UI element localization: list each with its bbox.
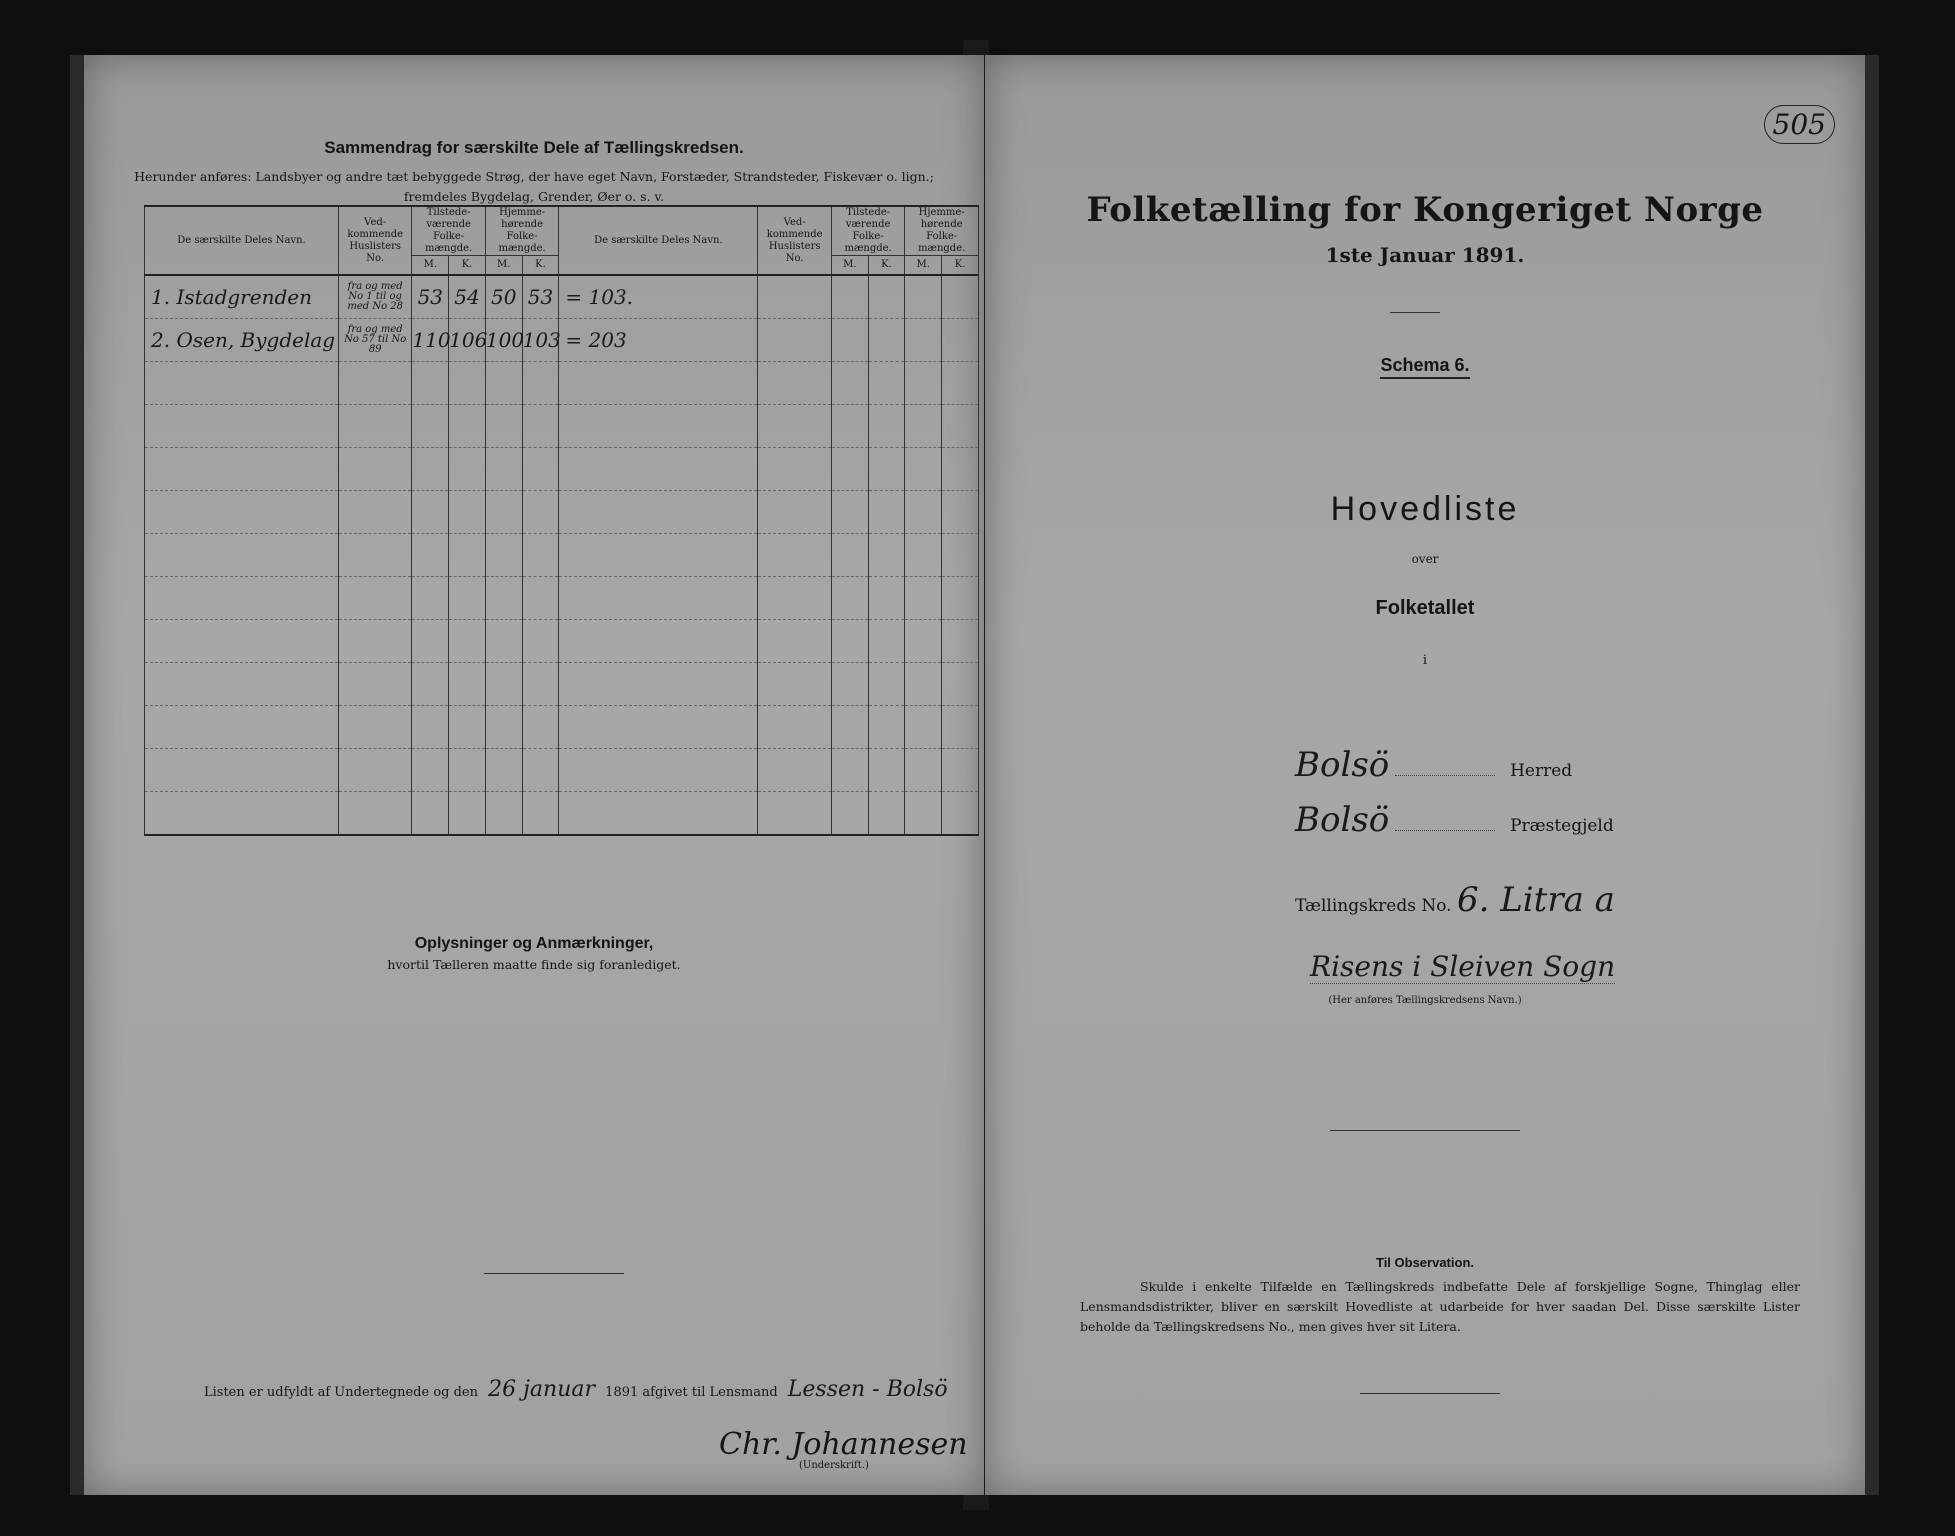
- divider: [1360, 1393, 1500, 1394]
- i-label: i: [1422, 653, 1428, 668]
- observation-title: Til Observation.: [1375, 1255, 1474, 1270]
- header-hjemme: Hjemme-hørende Folke-mængde.: [485, 206, 558, 256]
- footer-text-1: Listen er udfyldt af Undertegnede og den: [204, 1385, 478, 1400]
- table-row-empty: [145, 663, 979, 706]
- row-hjemme-k: 103: [522, 319, 559, 362]
- table-row-empty: [145, 620, 979, 663]
- summary-subtitle-line1: Herunder anføres: Landsbyer og andre tæt bebyggede Strøg, der have eget Navn, Forstæder, Strandsteder, Fiskevær o. lign.;: [134, 169, 934, 184]
- divider: [484, 1273, 624, 1274]
- kreds-name-caption: (Her anføres Tællingskredsens Navn.): [1328, 995, 1522, 1006]
- divider: [1330, 1130, 1520, 1131]
- main-heading: Hovedliste: [1330, 490, 1520, 528]
- summary-subtitle-line2: fremdeles Bygdelag, Grender, Øer o. s. v.: [403, 189, 665, 204]
- folio-number: 505: [1764, 105, 1835, 144]
- row-total: = 203: [559, 319, 758, 362]
- table-row-empty: [145, 792, 979, 836]
- header-m: M.: [412, 256, 449, 276]
- row-tilstede-k: 54: [449, 275, 486, 319]
- herred-row: [1295, 745, 1572, 785]
- observation-text: Skulde i enkelte Tilfælde en Tællingskreds indbefatte Dele af forskjellige Sogne, Thinglag eller Lensmandsdistrikter, bliver en særskilt Hovedliste at udarbeide for hver saadan Del. Disse særskilte Lister beholde da Tællingskredsens No., men gives hver sit Litera.: [1080, 1279, 1800, 1334]
- table-row-empty: [145, 706, 979, 749]
- row-name: 2. Osen, Bygdelag: [145, 319, 339, 362]
- prestegjeld-row: [1295, 800, 1614, 840]
- table-row-empty: [145, 362, 979, 405]
- herred-value: Bolsö: [1295, 745, 1390, 785]
- signature: Chr. Johannesen: [719, 1427, 968, 1462]
- left-page: [70, 55, 984, 1495]
- census-date: 1ste Januar 1891.: [1325, 243, 1525, 267]
- row-tilstede-m: 110: [412, 319, 449, 362]
- header-name-2: De særskilte Deles Navn.: [559, 206, 758, 275]
- header-k: K.: [942, 256, 979, 276]
- row-hjemme-k: 53: [522, 275, 559, 319]
- herred-label: Herred: [1510, 761, 1573, 781]
- header-name: De særskilte Deles Navn.: [145, 206, 339, 275]
- header-k: K.: [449, 256, 486, 276]
- prestegjeld-value: Bolsö: [1295, 800, 1390, 840]
- header-tilstede-2: Tilstede-værende Folke-mængde.: [831, 206, 904, 256]
- footer-lensmand: Lessen - Bolsö: [787, 1377, 948, 1402]
- header-k: K.: [522, 256, 559, 276]
- row-total: = 103.: [559, 275, 758, 319]
- header-huslister: Ved-kommende Huslisters No.: [338, 206, 411, 275]
- header-hjemme-2: Hjemme-hørende Folke-mængde.: [905, 206, 979, 256]
- row-tilstede-k: 106: [449, 319, 486, 362]
- table-row: [145, 319, 979, 362]
- table-row-empty: [145, 534, 979, 577]
- row-hjemme-m: 50: [485, 275, 522, 319]
- kreds-row: [1295, 880, 1615, 920]
- kreds-name-value: Risens i Sleiven Sogn: [1310, 950, 1616, 983]
- kreds-label: Tællingskreds No.: [1295, 896, 1452, 916]
- folketallet-heading: Folketallet: [1375, 597, 1475, 619]
- summary-subtitle: [104, 167, 964, 207]
- row-hjemme-m: 100: [485, 319, 522, 362]
- row-name: 1. Istadgrenden: [145, 275, 339, 319]
- remarks-title: Oplysninger og Anmærkninger,: [414, 935, 654, 952]
- kreds-name-row: [1310, 950, 1615, 984]
- divider: [1390, 312, 1440, 313]
- header-m: M.: [905, 256, 942, 276]
- header-m: M.: [485, 256, 522, 276]
- footer-date: 26 januar: [488, 1377, 596, 1402]
- signature-caption: (Underskrift.): [799, 1460, 869, 1471]
- remarks-subtitle: hvortil Tælleren maatte finde sig foranlediget.: [387, 957, 681, 972]
- header-m: M.: [831, 256, 868, 276]
- kreds-value: 6. Litra a: [1456, 880, 1615, 920]
- row-tilstede-m: 53: [412, 275, 449, 319]
- over-label: over: [1411, 552, 1439, 566]
- footer-text-2: 1891 afgivet til Lensmand: [605, 1385, 778, 1400]
- table-row-empty: [145, 491, 979, 534]
- schema-label: Schema 6.: [985, 355, 1865, 376]
- right-page: [985, 55, 1879, 1495]
- row-huslister: fra og med No 57 til No 89: [338, 319, 411, 362]
- table-row-empty: [145, 749, 979, 792]
- table-row-empty: [145, 448, 979, 491]
- table-row-empty: [145, 577, 979, 620]
- table-row-empty: [145, 405, 979, 448]
- main-title: Folketælling for Kongeriget Norge: [1086, 190, 1764, 230]
- table-row: [145, 275, 979, 319]
- row-huslister: fra og med No 1 til og med No 28: [338, 275, 411, 319]
- summary-title: Sammendrag for særskilte Dele af Tællingskredsen.: [324, 138, 744, 157]
- summary-table: [144, 205, 979, 836]
- header-k: K.: [868, 256, 905, 276]
- footer-line: [204, 1377, 954, 1402]
- prestegjeld-label: Præstegjeld: [1510, 816, 1614, 836]
- header-huslister-2: Ved-kommende Huslisters No.: [758, 206, 831, 275]
- header-tilstede: Tilstede-værende Folke-mængde.: [412, 206, 485, 256]
